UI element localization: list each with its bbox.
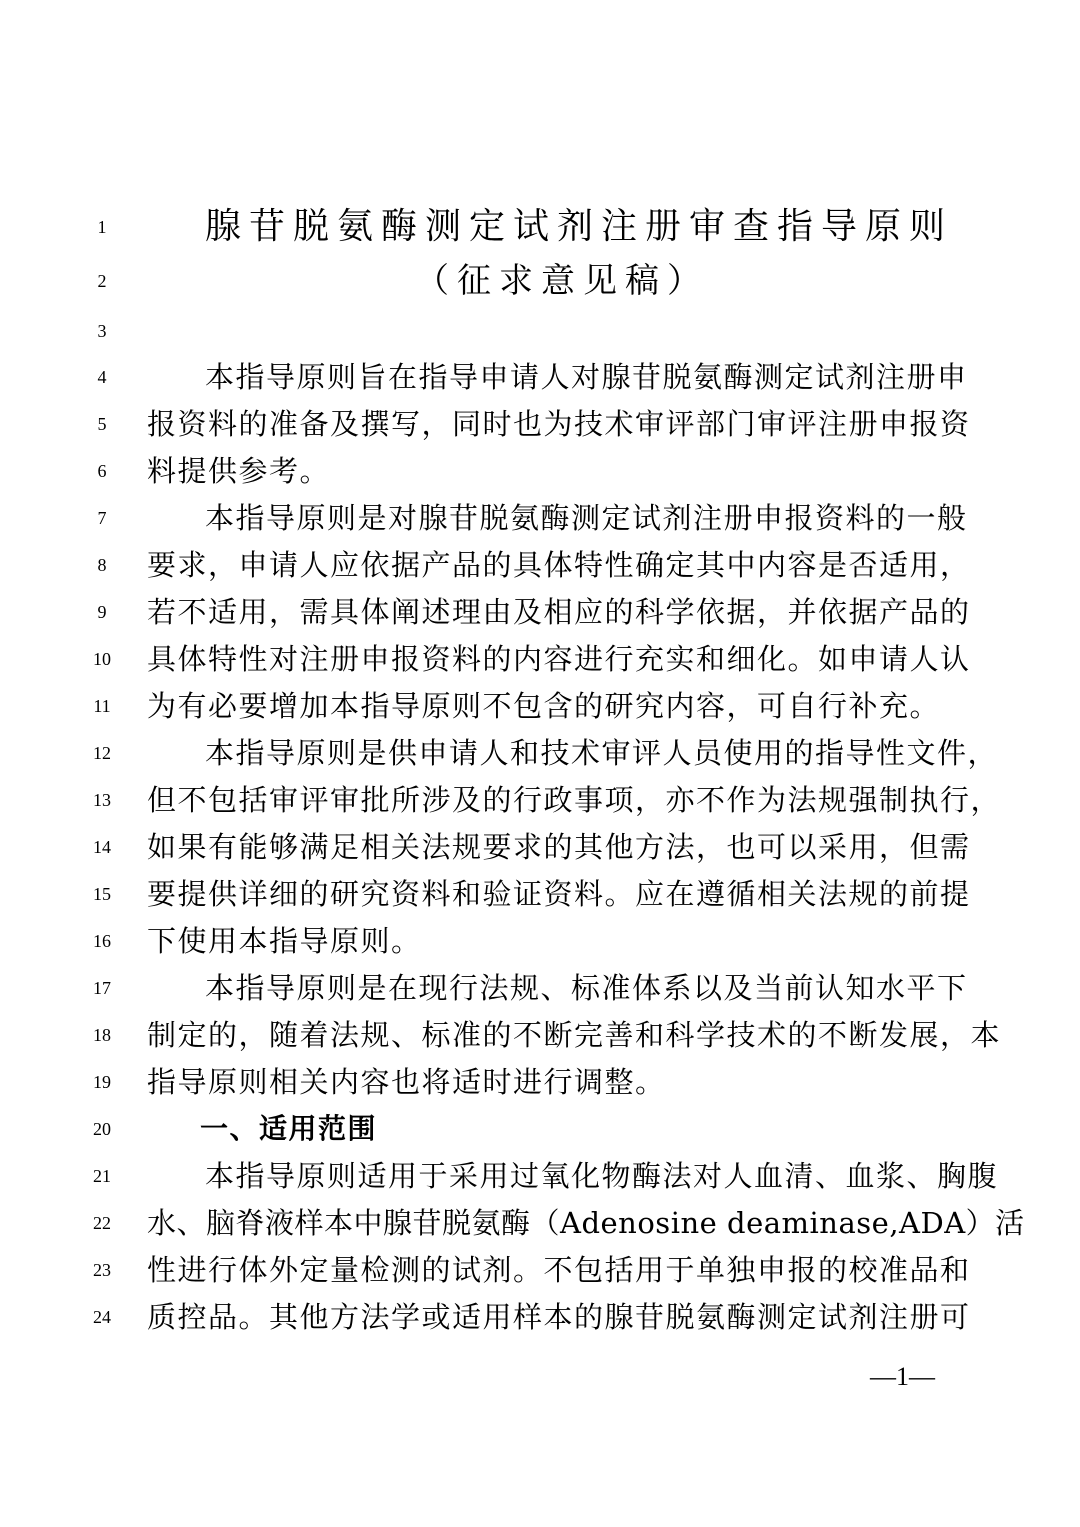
document-title: 腺苷脱氨酶测定试剂注册审查指导原则 — [205, 206, 954, 247]
line-number: 17 — [93, 978, 111, 998]
document-line — [0, 203, 1080, 251]
paragraph-text: 为有必要增加本指导原则不包含的研究内容，可自行补充。 — [147, 689, 941, 723]
document-line — [0, 1246, 1080, 1294]
document-line — [0, 588, 1080, 636]
paragraph-text: 具体特性对注册申报资料的内容进行充实和细化。如申请人认 — [147, 642, 971, 676]
document-line — [0, 1105, 1080, 1153]
line-number: 23 — [93, 1260, 111, 1280]
paragraph-text: 料提供参考。 — [147, 454, 331, 488]
paragraph-text: 质控品。其他方法学或适用样本的腺苷脱氨酶测定试剂注册可 — [147, 1300, 971, 1334]
line-number: 21 — [93, 1166, 111, 1186]
paragraph-text: 本指导原则旨在指导申请人对腺苷脱氨酶测定试剂注册申 — [205, 360, 968, 394]
line-number: 4 — [97, 367, 107, 387]
paragraph-text: 本指导原则是在现行法规、标准体系以及当前认知水平下 — [205, 971, 968, 1005]
line-number: 2 — [97, 271, 107, 291]
document-line — [0, 1011, 1080, 1059]
paragraph-text: 如果有能够满足相关法规要求的其他方法，也可以采用，但需 — [147, 830, 971, 864]
section-heading: 一、适用范围 — [200, 1112, 378, 1145]
document-line — [0, 400, 1080, 448]
paragraph-text: 制定的，随着法规、标准的不断完善和科学技术的不断发展，本 — [147, 1018, 1002, 1052]
document-line — [0, 917, 1080, 965]
document-line — [0, 635, 1080, 683]
document-line — [0, 447, 1080, 495]
line-number: 8 — [97, 555, 107, 575]
paragraph-text: 本指导原则是供申请人和技术审评人员使用的指导性文件， — [205, 736, 999, 770]
paragraph-text: 若不适用，需具体阐述理由及相应的科学依据，并依据产品的 — [147, 595, 971, 629]
document-line — [0, 964, 1080, 1012]
paragraph-text: 本指导原则是对腺苷脱氨酶测定试剂注册申报资料的一般 — [205, 501, 968, 535]
document-line — [0, 307, 1080, 355]
document-line — [0, 1293, 1080, 1341]
paragraph-text: 但不包括审评审批所涉及的行政事项，亦不作为法规强制执行， — [147, 783, 1002, 817]
document-line — [0, 541, 1080, 589]
document-line — [0, 1152, 1080, 1200]
document-line — [0, 729, 1080, 777]
line-number: 12 — [93, 743, 111, 763]
line-number: 5 — [97, 414, 107, 434]
line-number: 9 — [97, 602, 107, 622]
paragraph-text: 本指导原则适用于采用过氧化物酶法对人血清、血浆、胸腹 — [205, 1159, 999, 1193]
document-line — [0, 682, 1080, 730]
document-line — [0, 870, 1080, 918]
document-line — [0, 823, 1080, 871]
paragraph-text: 要求，申请人应依据产品的具体特性确定其中内容是否适用， — [147, 548, 971, 582]
paragraph-text: 报资料的准备及撰写，同时也为技术审评部门审评注册申报资 — [147, 407, 971, 441]
paragraph-text: 指导原则相关内容也将适时进行调整。 — [147, 1065, 666, 1099]
document-line — [0, 1199, 1080, 1247]
paragraph-text: 下使用本指导原则。 — [147, 924, 422, 958]
line-number: 20 — [93, 1119, 111, 1139]
paragraph-text: 要提供详细的研究资料和验证资料。应在遵循相关法规的前提 — [147, 877, 971, 911]
line-number: 7 — [97, 508, 107, 528]
document-line — [0, 776, 1080, 824]
page-number: —1— — [870, 1362, 935, 1391]
line-number: 1 — [97, 217, 107, 237]
document-line — [0, 257, 1080, 305]
document-subtitle: （征求意见稿） — [415, 261, 709, 301]
document-line — [0, 1058, 1080, 1106]
line-number: 24 — [93, 1307, 111, 1327]
line-number: 13 — [93, 790, 111, 810]
document-line — [0, 353, 1080, 401]
document-line — [0, 494, 1080, 542]
line-number: 14 — [93, 837, 111, 857]
line-number: 3 — [97, 321, 107, 341]
line-number: 18 — [93, 1025, 111, 1045]
paragraph-text: 性进行体外定量检测的试剂。不包括用于单独申报的校准品和 — [147, 1253, 971, 1287]
line-number: 11 — [93, 696, 111, 716]
line-number: 10 — [93, 649, 111, 669]
paragraph-text: 水、脑脊液样本中腺苷脱氨酶（Adenosine deaminase,ADA）活 — [147, 1206, 1025, 1240]
line-number: 22 — [93, 1213, 111, 1233]
line-number: 16 — [93, 931, 111, 951]
line-number: 6 — [97, 461, 107, 481]
line-number: 19 — [93, 1072, 111, 1092]
line-number: 15 — [93, 884, 111, 904]
